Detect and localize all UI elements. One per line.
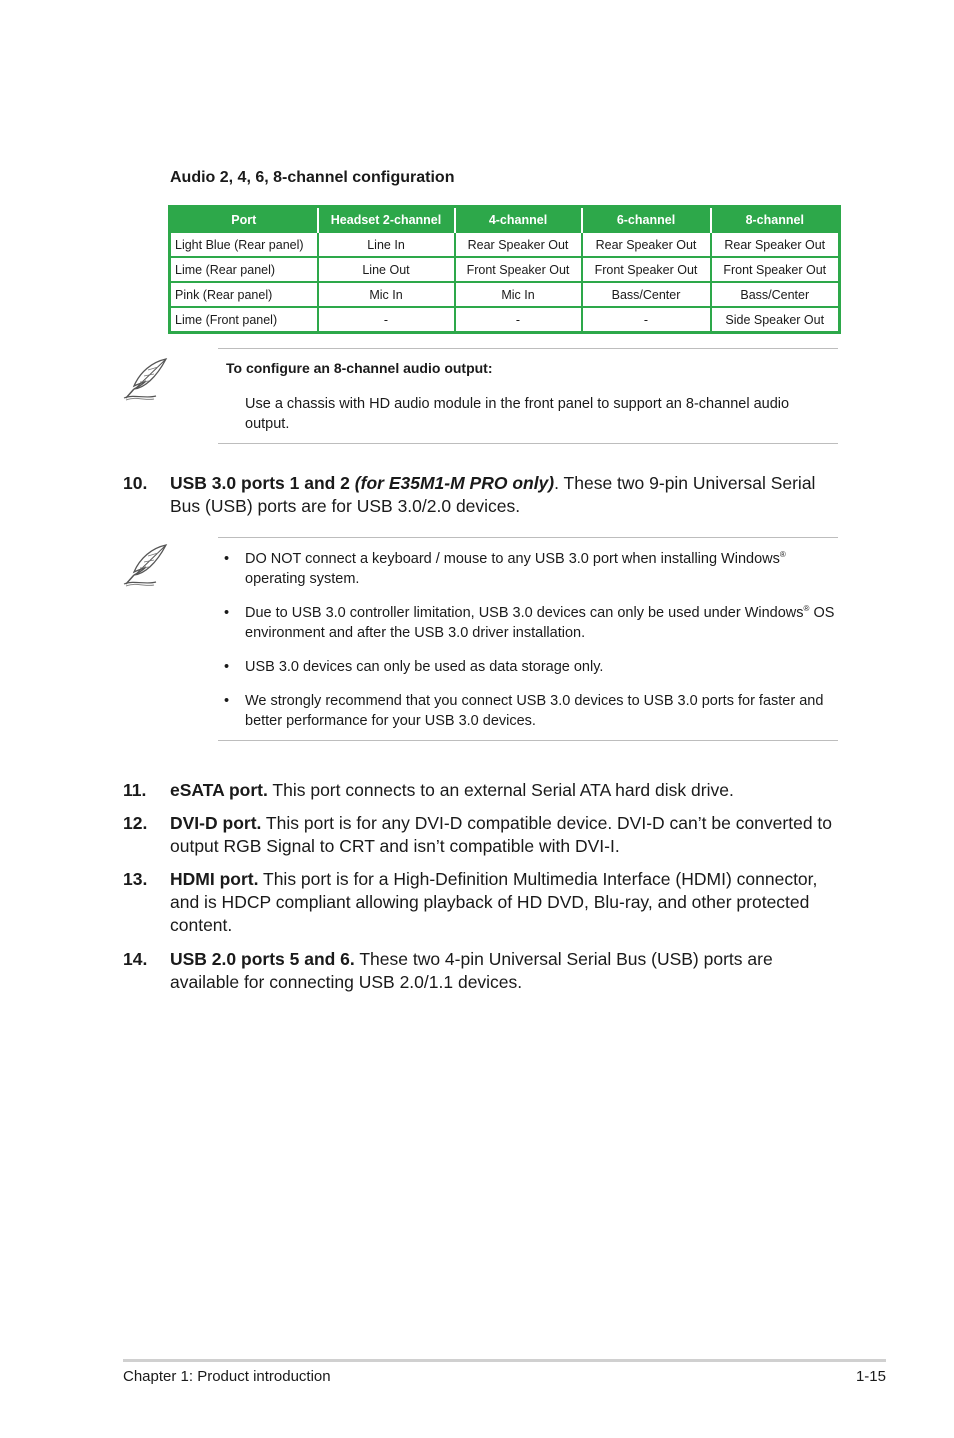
table-row [170, 232, 840, 257]
list-item [123, 812, 843, 858]
table-header: 8-channel [711, 207, 840, 233]
list-item [123, 779, 843, 802]
table-cell: Front Speaker Out [582, 257, 711, 282]
list-item: • DO NOT connect a keyboard / mouse to any USB 3.0 port when installing Windows® operating system. [224, 550, 786, 587]
item-text: . These two 9-pin Universal Serial Bus (USB) ports are for USB 3.0/2.0 devices. [170, 473, 816, 516]
item-title: DVI-D port. [170, 813, 262, 833]
table-cell: - [455, 307, 582, 333]
audio-config-table [168, 205, 841, 334]
item-text: This port is for any DVI-D compatible device. DVI-D can’t be converted to output RGB Signal to CRT and isn’t compatible with DVI-I. [170, 813, 833, 856]
item-title: USB 3.0 ports 1 and 2 [170, 473, 350, 493]
table-cell: Line Out [318, 257, 455, 282]
footer-divider [123, 1359, 886, 1362]
registered-mark: ® [803, 604, 810, 614]
item-title: eSATA port. [170, 780, 268, 800]
note-box [218, 537, 838, 741]
table-cell: Bass/Center [711, 282, 840, 307]
table-cell: Mic In [318, 282, 455, 307]
item-text: These two 4-pin Universal Serial Bus (USB) ports are available for connecting USB 2.0/1.1 devices. [170, 949, 773, 992]
table-cell: Mic In [455, 282, 582, 307]
table-header-row [170, 207, 840, 233]
table-cell: Line In [318, 232, 455, 257]
footer-chapter: Chapter 1: Product introduction [123, 1368, 331, 1385]
note-box [218, 348, 838, 444]
table-cell: - [582, 307, 711, 333]
table-cell: Front Speaker Out [711, 257, 840, 282]
item-number: 11. [123, 780, 147, 800]
table-cell: Rear Speaker Out [455, 232, 582, 257]
table-header: 4-channel [455, 207, 582, 233]
bullet-icon: • [224, 605, 230, 621]
section-title: Audio 2, 4, 6, 8-channel configuration [170, 169, 455, 186]
table-row [170, 307, 840, 333]
feather-pen-icon [122, 542, 170, 588]
item-model-note: (for E35M1-M PRO only) [354, 473, 555, 493]
table-header: Port [170, 207, 318, 233]
bullet-list [218, 549, 838, 745]
table-cell: Light Blue (Rear panel) [170, 232, 318, 257]
table-cell: Lime (Front panel) [170, 307, 318, 333]
table-cell: Front Speaker Out [455, 257, 582, 282]
item-number: 14. [123, 949, 148, 969]
page-number: 1-15 [855, 1368, 886, 1385]
list-item [123, 472, 843, 518]
item-title: HDMI port. [170, 869, 259, 889]
item-text: This port connects to an external Serial ATA hard disk drive. [267, 780, 734, 800]
table-cell: - [318, 307, 455, 333]
list-item: • USB 3.0 devices can only be used as data storage only. [224, 659, 604, 675]
note-heading: To configure an 8-channel audio output: [226, 360, 493, 376]
list-item [123, 868, 843, 937]
bullet-icon: • [224, 659, 230, 675]
note-text: Use a chassis with HD audio module in the front panel to support an 8-channel audio output. [245, 396, 790, 432]
bullet-icon: • [224, 551, 230, 567]
list-item [123, 948, 843, 994]
bullet-icon: • [224, 693, 230, 709]
item-number: 12. [123, 813, 148, 833]
list-item: • Due to USB 3.0 controller limitation, USB 3.0 devices can only be used under Windows® OS environment and after the USB 3.0 driver installation. [224, 604, 835, 641]
feather-pen-icon [122, 356, 170, 402]
table-row [170, 257, 840, 282]
item-number: 10. [123, 473, 148, 493]
item-text: This port is for a High-Definition Multimedia Interface (HDMI) connector, and is HDCP compliant allowing playback of HD DVD, Blu-ray, and other protected content. [170, 869, 818, 935]
table-row [170, 282, 840, 307]
table-cell: Bass/Center [582, 282, 711, 307]
table-cell: Side Speaker Out [711, 307, 840, 333]
table-header: Headset 2-channel [318, 207, 455, 233]
item-number: 13. [123, 869, 148, 889]
table-cell: Rear Speaker Out [711, 232, 840, 257]
table-header: 6-channel [582, 207, 711, 233]
registered-mark: ® [779, 550, 786, 560]
table-cell: Rear Speaker Out [582, 232, 711, 257]
table-cell: Lime (Rear panel) [170, 257, 318, 282]
item-title: USB 2.0 ports 5 and 6. [170, 949, 355, 969]
table-cell: Pink (Rear panel) [170, 282, 318, 307]
list-item: • We strongly recommend that you connect USB 3.0 devices to USB 3.0 ports for faster and better performance for your USB 3.0 devices. [224, 693, 824, 729]
